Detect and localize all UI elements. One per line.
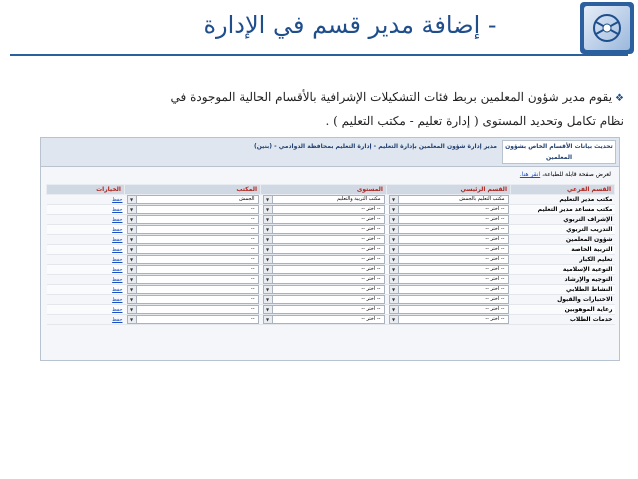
table-row	[47, 245, 615, 255]
level-select[interactable]	[263, 235, 385, 244]
main-dept-select[interactable]	[389, 285, 509, 294]
options-cell	[47, 305, 125, 315]
level-select-value: -- اختر --	[361, 306, 381, 312]
print-link[interactable]: انقر هنا.	[519, 171, 541, 178]
level-select-value: -- اختر --	[361, 296, 381, 302]
office-select-value: --	[250, 316, 255, 322]
office-select[interactable]	[127, 295, 259, 304]
subdept-cell: تعليم الكبار	[511, 255, 615, 265]
dropdown-arrow-icon: ▼	[390, 306, 399, 313]
save-link[interactable]: حفظ	[112, 217, 123, 223]
office-select-value: --	[250, 306, 255, 312]
dropdown-arrow-icon: ▼	[264, 306, 273, 313]
options-cell	[47, 275, 125, 285]
dropdown-arrow-icon: ▼	[128, 266, 137, 273]
office-select[interactable]	[127, 305, 259, 314]
level-select-value: -- اختر --	[361, 226, 381, 232]
dropdown-arrow-icon: ▼	[390, 216, 399, 223]
level-cell	[261, 225, 387, 235]
office-select-value: --	[250, 236, 255, 242]
main-dept-select[interactable]	[389, 305, 509, 314]
main-dept-select[interactable]	[389, 255, 509, 264]
subdept-cell: خدمات الطلاب	[511, 315, 615, 325]
main-dept-cell	[387, 205, 511, 215]
dropdown-arrow-icon: ▼	[128, 216, 137, 223]
office-cell	[125, 275, 261, 285]
dropdown-arrow-icon: ▼	[390, 226, 399, 233]
level-select[interactable]	[263, 265, 385, 274]
office-select-value: --	[250, 216, 255, 222]
table-row	[47, 295, 615, 305]
main-dept-select[interactable]	[389, 215, 509, 224]
main-dept-select-value: -- اختر --	[485, 296, 505, 302]
options-cell	[47, 285, 125, 295]
dropdown-arrow-icon: ▼	[264, 196, 273, 203]
table-row	[47, 205, 615, 215]
tab-update-departments[interactable]: تحديث بيانات الأقسام الخاص بشؤون المعلمين	[502, 140, 616, 164]
dropdown-arrow-icon: ▼	[128, 236, 137, 243]
table-row	[47, 265, 615, 275]
dropdown-arrow-icon: ▼	[264, 236, 273, 243]
header-title: مدير إدارة شؤون المعلمين بإدارة التعليم - إدارة التعليم بمحافظة الدوادمي - (بنين)	[253, 143, 497, 150]
main-dept-select[interactable]	[389, 265, 509, 274]
level-cell	[261, 315, 387, 325]
office-select[interactable]	[127, 235, 259, 244]
main-dept-cell	[387, 255, 511, 265]
dropdown-arrow-icon: ▼	[390, 276, 399, 283]
office-cell	[125, 245, 261, 255]
col-header-subdept: القسم الفرعي	[511, 185, 615, 195]
level-select[interactable]	[263, 195, 385, 204]
col-header-office: المكتب	[125, 185, 261, 195]
main-dept-select[interactable]	[389, 195, 509, 204]
options-cell	[47, 205, 125, 215]
dropdown-arrow-icon: ▼	[264, 286, 273, 293]
office-select[interactable]	[127, 285, 259, 294]
main-dept-select[interactable]	[389, 275, 509, 284]
subdept-cell: الاختبارات والقبول	[511, 295, 615, 305]
office-select-value: --	[250, 246, 255, 252]
office-cell	[125, 225, 261, 235]
main-dept-cell	[387, 295, 511, 305]
subdept-cell: الإشراف التربوي	[511, 215, 615, 225]
dropdown-arrow-icon: ▼	[264, 226, 273, 233]
office-cell	[125, 315, 261, 325]
level-select-value: -- اختر --	[361, 276, 381, 282]
save-link[interactable]: حفظ	[112, 237, 123, 243]
level-cell	[261, 255, 387, 265]
dropdown-arrow-icon: ▼	[264, 206, 273, 213]
app-header	[41, 138, 619, 167]
subdept-cell: التدريب التربوي	[511, 225, 615, 235]
options-cell	[47, 295, 125, 305]
level-cell	[261, 195, 387, 205]
save-link[interactable]: حفظ	[112, 257, 123, 263]
table-row	[47, 215, 615, 225]
level-select[interactable]	[263, 315, 385, 324]
subdept-cell: النشاط الطلابي	[511, 285, 615, 295]
dropdown-arrow-icon: ▼	[390, 236, 399, 243]
subdept-cell: شؤون المعلمين	[511, 235, 615, 245]
save-link[interactable]: حفظ	[112, 227, 123, 233]
level-select[interactable]	[263, 295, 385, 304]
options-cell	[47, 235, 125, 245]
main-dept-select-value: مكتب التعليم بالجمش	[459, 196, 505, 202]
level-cell	[261, 305, 387, 315]
dropdown-arrow-icon: ▼	[264, 316, 273, 323]
main-dept-cell	[387, 285, 511, 295]
office-select[interactable]	[127, 275, 259, 284]
save-link[interactable]: حفظ	[112, 307, 123, 313]
main-dept-select-value: -- اختر --	[485, 206, 505, 212]
main-dept-cell	[387, 275, 511, 285]
office-select-value: --	[250, 286, 255, 292]
dropdown-arrow-icon: ▼	[390, 296, 399, 303]
dropdown-arrow-icon: ▼	[390, 286, 399, 293]
app-screenshot	[40, 137, 620, 361]
office-select-value: --	[250, 256, 255, 262]
bullet-line-1	[34, 86, 624, 110]
table-row	[47, 195, 615, 205]
options-cell	[47, 215, 125, 225]
save-link[interactable]: حفظ	[112, 267, 123, 273]
main-dept-cell	[387, 315, 511, 325]
office-select[interactable]	[127, 215, 259, 224]
subdept-cell: مكتب مدير التعليم	[511, 195, 615, 205]
level-cell	[261, 245, 387, 255]
options-cell	[47, 195, 125, 205]
table-row	[47, 315, 615, 325]
office-cell	[125, 195, 261, 205]
dropdown-arrow-icon: ▼	[128, 246, 137, 253]
level-cell	[261, 215, 387, 225]
table-row	[47, 305, 615, 315]
office-select[interactable]	[127, 265, 259, 274]
main-dept-select-value: -- اختر --	[485, 226, 505, 232]
level-cell	[261, 205, 387, 215]
dropdown-arrow-icon: ▼	[128, 286, 137, 293]
level-select-value: -- اختر --	[361, 316, 381, 322]
main-dept-select-value: -- اختر --	[485, 236, 505, 242]
main-dept-select-value: -- اختر --	[485, 266, 505, 272]
dropdown-arrow-icon: ▼	[128, 316, 137, 323]
level-cell	[261, 285, 387, 295]
office-select[interactable]	[127, 315, 259, 324]
table-row	[47, 275, 615, 285]
dropdown-arrow-icon: ▼	[128, 256, 137, 263]
office-select[interactable]	[127, 255, 259, 264]
options-cell	[47, 225, 125, 235]
level-cell	[261, 265, 387, 275]
dropdown-arrow-icon: ▼	[390, 316, 399, 323]
office-select[interactable]	[127, 245, 259, 254]
title-divider	[10, 54, 628, 56]
main-dept-select-value: -- اختر --	[485, 216, 505, 222]
print-hint	[520, 171, 611, 178]
save-link[interactable]: حفظ	[112, 207, 123, 213]
save-link[interactable]: حفظ	[112, 197, 123, 203]
bullet-line-1-text: يقوم مدير شؤون المعلمين بربط فئات التشكيلات الإشرافية بالأقسام الحالية الموجودة في	[170, 90, 613, 104]
subdept-cell: رعاية الموهوبين	[511, 305, 615, 315]
level-cell	[261, 275, 387, 285]
dropdown-arrow-icon: ▼	[264, 276, 273, 283]
main-dept-select[interactable]	[389, 235, 509, 244]
level-select[interactable]	[263, 245, 385, 254]
options-cell	[47, 315, 125, 325]
ministry-logo	[580, 2, 634, 54]
main-dept-cell	[387, 215, 511, 225]
bullet-line-2: نظام تكامل وتحديد المستوى ( إدارة تعليم - مكتب التعليم ) .	[325, 114, 624, 128]
col-header-level: المستوى	[261, 185, 387, 195]
level-select[interactable]	[263, 275, 385, 284]
office-select-value: الجمش	[239, 196, 255, 202]
dropdown-arrow-icon: ▼	[390, 246, 399, 253]
save-link[interactable]: حفظ	[112, 297, 123, 303]
main-dept-select-value: -- اختر --	[485, 256, 505, 262]
level-select[interactable]	[263, 215, 385, 224]
dropdown-arrow-icon: ▼	[128, 226, 137, 233]
dropdown-arrow-icon: ▼	[128, 276, 137, 283]
table-header-row	[47, 185, 615, 195]
subdept-cell: التوعية الإسلامية	[511, 265, 615, 275]
subdept-cell: التوجيه والإرشاد	[511, 275, 615, 285]
col-header-main-dept: القسم الرئيسي	[387, 185, 511, 195]
dropdown-arrow-icon: ▼	[128, 306, 137, 313]
office-cell	[125, 285, 261, 295]
main-dept-select-value: -- اختر --	[485, 316, 505, 322]
main-dept-cell	[387, 265, 511, 275]
save-link[interactable]: حفظ	[112, 247, 123, 253]
office-cell	[125, 205, 261, 215]
save-link[interactable]: حفظ	[112, 287, 123, 293]
dropdown-arrow-icon: ▼	[128, 296, 137, 303]
level-cell	[261, 295, 387, 305]
main-dept-select[interactable]	[389, 245, 509, 254]
level-select[interactable]	[263, 205, 385, 214]
office-select-value: --	[250, 266, 255, 272]
departments-table	[46, 184, 615, 325]
main-dept-select-value: -- اختر --	[485, 246, 505, 252]
office-cell	[125, 295, 261, 305]
level-select[interactable]	[263, 285, 385, 294]
office-cell	[125, 305, 261, 315]
main-dept-cell	[387, 305, 511, 315]
main-dept-cell	[387, 225, 511, 235]
main-dept-cell	[387, 235, 511, 245]
main-dept-select[interactable]	[389, 315, 509, 324]
save-link[interactable]: حفظ	[112, 277, 123, 283]
level-select-value: -- اختر --	[361, 246, 381, 252]
level-cell	[261, 235, 387, 245]
dropdown-arrow-icon: ▼	[264, 256, 273, 263]
dropdown-arrow-icon: ▼	[264, 296, 273, 303]
subdept-cell: مكتب مساعد مدير التعليم	[511, 205, 615, 215]
main-dept-select[interactable]	[389, 205, 509, 214]
level-select-value: -- اختر --	[361, 236, 381, 242]
office-cell	[125, 215, 261, 225]
level-select-value: -- اختر --	[361, 206, 381, 212]
dropdown-arrow-icon: ▼	[390, 206, 399, 213]
save-link[interactable]: حفظ	[112, 317, 123, 323]
level-select-value: -- اختر --	[361, 216, 381, 222]
office-select[interactable]	[127, 195, 259, 204]
main-dept-select[interactable]	[389, 225, 509, 234]
dropdown-arrow-icon: ▼	[264, 216, 273, 223]
main-dept-cell	[387, 195, 511, 205]
main-dept-cell	[387, 245, 511, 255]
office-cell	[125, 235, 261, 245]
dropdown-arrow-icon: ▼	[128, 196, 137, 203]
dropdown-arrow-icon: ▼	[390, 266, 399, 273]
options-cell	[47, 265, 125, 275]
main-dept-select[interactable]	[389, 295, 509, 304]
main-dept-select-value: -- اختر --	[485, 286, 505, 292]
dropdown-arrow-icon: ▼	[390, 196, 399, 203]
office-select-value: --	[250, 276, 255, 282]
office-cell	[125, 255, 261, 265]
table-row	[47, 225, 615, 235]
office-select[interactable]	[127, 225, 259, 234]
office-select-value: --	[250, 226, 255, 232]
dropdown-arrow-icon: ▼	[128, 206, 137, 213]
print-hint-text: لعرض صفحة قابلة للطباعة،	[542, 171, 611, 178]
emblem-icon	[580, 2, 634, 54]
level-select[interactable]	[263, 225, 385, 234]
level-select-value: -- اختر --	[361, 266, 381, 272]
col-header-options: الخيارات	[47, 185, 125, 195]
office-select[interactable]	[127, 205, 259, 214]
level-select-value: -- اختر --	[361, 256, 381, 262]
table-row	[47, 255, 615, 265]
dropdown-arrow-icon: ▼	[390, 256, 399, 263]
dropdown-arrow-icon: ▼	[264, 246, 273, 253]
office-cell	[125, 265, 261, 275]
options-cell	[47, 245, 125, 255]
main-dept-select-value: -- اختر --	[485, 276, 505, 282]
office-select-value: --	[250, 206, 255, 212]
dropdown-arrow-icon: ▼	[264, 266, 273, 273]
main-dept-select-value: -- اختر --	[485, 306, 505, 312]
table-row	[47, 285, 615, 295]
level-select[interactable]	[263, 305, 385, 314]
level-select-value: -- اختر --	[361, 286, 381, 292]
level-select-value: مكتب التربية والتعليم	[336, 196, 381, 202]
options-cell	[47, 255, 125, 265]
level-select[interactable]	[263, 255, 385, 264]
diamond-bullet-icon: ❖	[615, 93, 624, 104]
bullet-paragraph	[34, 86, 624, 132]
office-select-value: --	[250, 296, 255, 302]
slide-title: - إضافة مدير قسم في الإدارة	[203, 11, 497, 39]
table-row	[47, 235, 615, 245]
subdept-cell: التربية الخاصة	[511, 245, 615, 255]
